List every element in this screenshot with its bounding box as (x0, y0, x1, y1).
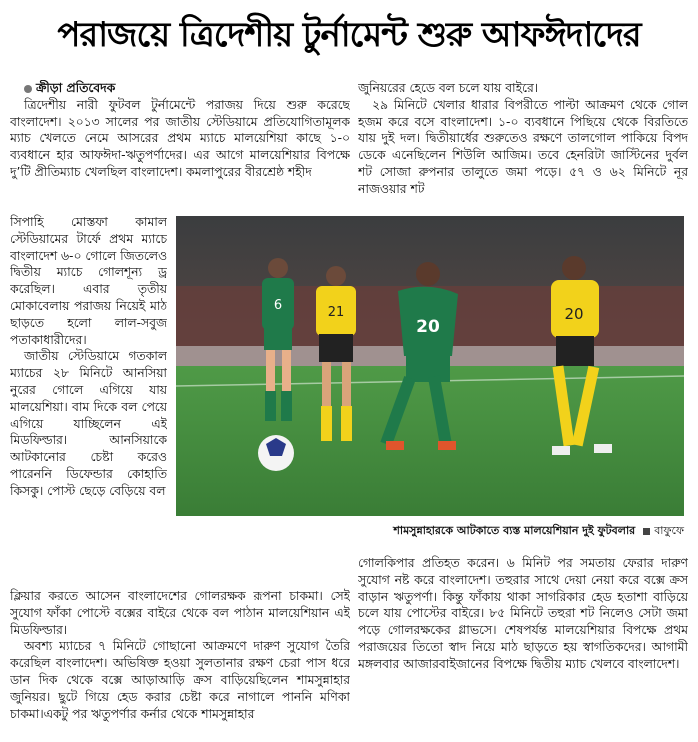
photo-caption-row (176, 520, 684, 542)
paragraph: জুনিয়রের হেডে বল চলে যায় বাইরে। (358, 81, 539, 95)
paragraph: ক্লিয়ার করতে আসেন বাংলাদেশের গোলরক্ষক রূপনা চাকমা। সেই সুযোগ ফাঁকা পোস্টে বক্সের বাইরে থেকে বল পাঠান মালয়েশিয়ান এই মিডফিল্ডার। (10, 589, 350, 637)
byline-row (10, 80, 350, 97)
article-column-left-top (10, 80, 350, 212)
bullet-icon (24, 85, 32, 93)
jersey-number: 20 (564, 305, 584, 323)
paragraph: গোলকিপার প্রতিহত করেন। ৬ মিনিট পর সমতায় ফেরার দারুণ সুযোগ নষ্ট করে বাংলাদেশ। তহুরার সাথে দেয়া নেয়া করে বক্সে ক্রস বাড়ান ঋতুপর্ণা। কিন্তু ফাঁকায় থাকা সাগরিকার হেড হতাশা বাড়িয়ে চলে যায় পোস্টের বাইরে। ৮৫ মিনিটে তহুরা শট নিলেও সেটা জমা পড়ে গোলরক্ষকের গ্লাভসে। শেষপর্যন্ত মালয়েশিয়ার বিপক্ষে প্রথম পরাজয়ের তিতো স্বাদ নিয়ে মাঠ ছাড়তে হয় স্বাগতিকদের। আগামী মঙ্গলবার আজারবাইজানের বিপক্ষে দ্বিতীয় ম্যাচ খেলবে বাংলাদেশ। (358, 556, 688, 671)
article-column-narrow (10, 214, 167, 588)
jersey-number: 6 (273, 298, 283, 313)
photo-credit: বাফুফে (654, 524, 684, 537)
match-photo (176, 216, 684, 516)
paragraph: ত্রিদেশীয় নারী ফুটবল টুর্নামেন্টে পরাজয় দিয়ে শুরু করেছে বাংলাদেশ। ২০১৩ সালের পর জাতীয় স্টেডিয়ামে প্রতিযোগিতামূলক ম্যাচ খেলতে নেমে আসরের প্রথম ম্যাচে মালয়েশিয়া কাছে ১-০ ব্যবধানে হার আফঈদা-ঋতুপর্ণাদের। এর আগে মালয়েশিয়ার বিপক্ষে দু’টি প্রীতিম্যাচ খেলছিল বাংলাদেশ। কমলাপুরের বীরশ্রেষ্ঠ শহীদ (10, 97, 350, 179)
headline: পরাজয়ে ত্রিদেশীয় টুর্নামেন্ট শুরু আফঈদাদের (57, 15, 641, 55)
square-icon (643, 528, 650, 535)
article-column-left-bottom (10, 588, 350, 736)
photo-caption: শামসুন্নাহারকে আটকাতে ব্যস্ত মালয়েশিয়ান দুই ফুটবলার (393, 524, 636, 537)
article-column-right-top (358, 80, 688, 212)
article-column-right-bottom (358, 555, 688, 736)
jersey-number: 20 (416, 317, 440, 337)
paragraph: ২৯ মিনিটে খেলার ধারার বিপরীতে পাল্টা আক্রমণ থেকে গোল হজম করে বসে বাংলাদেশ। ১-০ ব্যবধানে পিছিয়ে থেকে বিরতিতে যায় দুই দল। দ্বিতীয়ার্ধের শুরুতেও রক্ষণে তালগোল পাকিয়ে বিপদ ডেকে এনেছিলেন শিউলি আজিম। তবে হেনরিটা জাস্টিনের দুর্বল শট সোজা রুপনার তালুতে জমা পড়ে। ৫৭ ও ৬২ মিনিটে নূর নাজওয়ার শট (358, 97, 688, 196)
paragraph: সিপাহি মোস্তফা কামাল স্টেডিয়ামের টার্ফে প্রথম ম্যাচে বাংলাদেশ ৬-০ গোলে জিতলেও দ্বিতীয় ম্যাচে গোলশূন্য ড্র করেছিল। এবার তৃতীয় মোকাবেলায় পরাজয় নিয়েই মাঠ ছাড়তে হলো লাল-সবুজ পতাকাধারীদের। (10, 215, 167, 347)
paragraph: অবশ্য ম্যাচের ৭ মিনিটে গোছানো আক্রমণে দারুণ সুযোগ তৈরি করেছিল বাংলাদেশ। অভিষিক্ত হওয়া সুলতানার রক্ষণ চেরা পাস ধরে ডান দিক থেকে বক্সে আড়াআড়ি ক্রস বাড়িয়েছিলেন শামসুন্নাহার জুনিয়র। ছুটে গিয়ে হেড করার চেষ্টা করে নাগালে পাননি মণিকা চাকমা।একটু পর ঋতুপর্ণার কর্নার থেকে শামসুন্নাহার (10, 639, 350, 721)
football (258, 435, 294, 471)
jersey-number: 21 (327, 305, 345, 320)
byline: ক্রীড়া প্রতিবেদক (36, 81, 116, 95)
paragraph: জাতীয় স্টেডিয়ামে গতকাল ম্যাচের ২৮ মিনিটে আনসিয়া নুরের গোলে এগিয়ে যায় মালয়েশিয়া। বাম দিকে বল পেয়ে এগিয়ে যাচ্ছিলেন এই মিডফিল্ডার। আনসিয়াকে আটকানোর চেষ্টা করেও পারেননি ডিফেন্ডার কোহাতি কিসকু। পোস্ট ছেড়ে বেড়িয়ে বল (10, 349, 167, 498)
